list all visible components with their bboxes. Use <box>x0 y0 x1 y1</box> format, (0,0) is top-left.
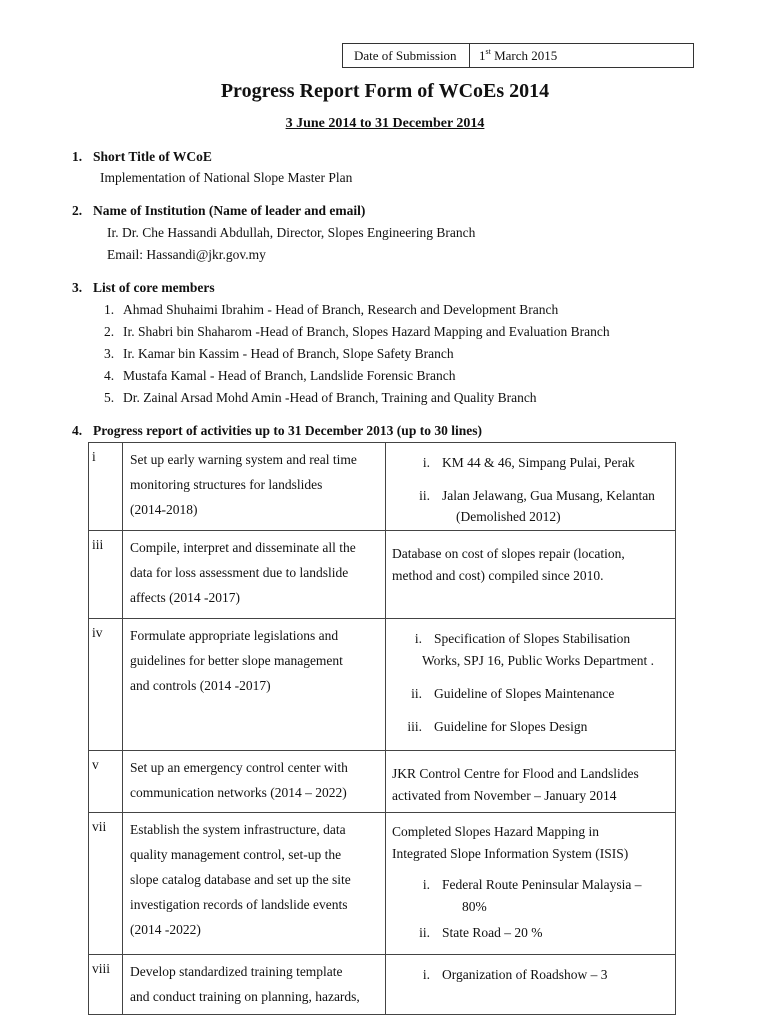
activity-cell: Establish the system infrastructure, data quality management control, set-up the slope catalog database and set up the site investigation records of landslide events (2014 -2022) <box>123 813 386 955</box>
core-member: 5. Dr. Zainal Arsad Mohd Amin -Head of Branch, Training and Quality Branch <box>104 390 537 405</box>
core-member: 1. Ahmad Shuhaimi Ibrahim - Head of Branch, Research and Development Branch <box>104 302 559 317</box>
section-2-heading: 2. Name of Institution (Name of leader and email) <box>72 203 366 218</box>
activity-cell: Formulate appropriate legislations and guidelines for better slope management and controls (2014 -2017) <box>123 619 386 751</box>
result-cell: i. KM 44 & 46, Simpang Pulai, Perak ii. Jalan Jelawang, Gua Musang, Kelantan (Demolished 2012) <box>386 443 676 531</box>
row-number: i <box>89 443 123 531</box>
row-number: viii <box>89 955 123 1015</box>
result-cell: Completed Slopes Hazard Mapping in Integrated Slope Information System (ISIS) i. Federal Route Peninsular Malaysia – 80% ii. State Road – 20 % <box>386 813 676 955</box>
institution-leader: Ir. Dr. Che Hassandi Abdullah, Director, Slopes Engineering Branch <box>107 225 476 240</box>
page-title: Progress Report Form of WCoEs 2014 <box>220 80 550 102</box>
core-member: 4. Mustafa Kamal - Head of Branch, Landslide Forensic Branch <box>104 368 456 383</box>
submission-label: Date of Submission <box>343 44 470 67</box>
result-cell: i. Specification of Slopes Stabilisation Works, SPJ 16, Public Works Department . ii. Guideline of Slopes Maintenance iii. Guideline for Slopes Design <box>386 619 676 751</box>
activity-cell: Develop standardized training template and conduct training on planning, hazards, <box>123 955 386 1015</box>
table-row <box>89 443 676 531</box>
activity-cell: Set up early warning system and real time monitoring structures for landslides (2014-2018) <box>123 443 386 531</box>
table-row <box>89 619 676 751</box>
section-1-heading: 1. Short Title of WCoE <box>72 149 212 164</box>
row-number: iv <box>89 619 123 751</box>
core-member: 2. Ir. Shabri bin Shaharom -Head of Branch, Slopes Hazard Mapping and Evaluation Branch <box>104 324 610 339</box>
wcoe-short-title: Implementation of National Slope Master Plan <box>100 170 353 185</box>
table-row <box>89 751 676 813</box>
submission-box <box>342 43 694 68</box>
table-row <box>89 531 676 619</box>
result-cell: i. Organization of Roadshow – 3 <box>386 955 676 1015</box>
submission-date: 1st March 2015 <box>479 47 558 63</box>
result-cell: JKR Control Centre for Flood and Landslides activated from November – January 2014 <box>386 751 676 813</box>
activity-cell: Set up an emergency control center with communication networks (2014 – 2022) <box>123 751 386 813</box>
row-number: vii <box>89 813 123 955</box>
row-number: iii <box>89 531 123 619</box>
report-period: 3 June 2014 to 31 December 2014 <box>285 116 485 131</box>
result-cell: Database on cost of slopes repair (location, method and cost) compiled since 2010. <box>386 531 676 619</box>
row-number: v <box>89 751 123 813</box>
activity-cell: Compile, interpret and disseminate all the data for loss assessment due to landslide affects (2014 -2017) <box>123 531 386 619</box>
core-member: 3. Ir. Kamar bin Kassim - Head of Branch, Slope Safety Branch <box>104 346 454 361</box>
leader-email: Email: Hassandi@jkr.gov.my <box>107 247 266 262</box>
section-4-heading: 4. Progress report of activities up to 31 December 2013 (up to 30 lines) <box>72 423 482 438</box>
table-row <box>89 813 676 955</box>
table-row <box>89 955 676 1015</box>
progress-table <box>88 442 676 1015</box>
section-3-heading: 3. List of core members <box>72 280 215 295</box>
